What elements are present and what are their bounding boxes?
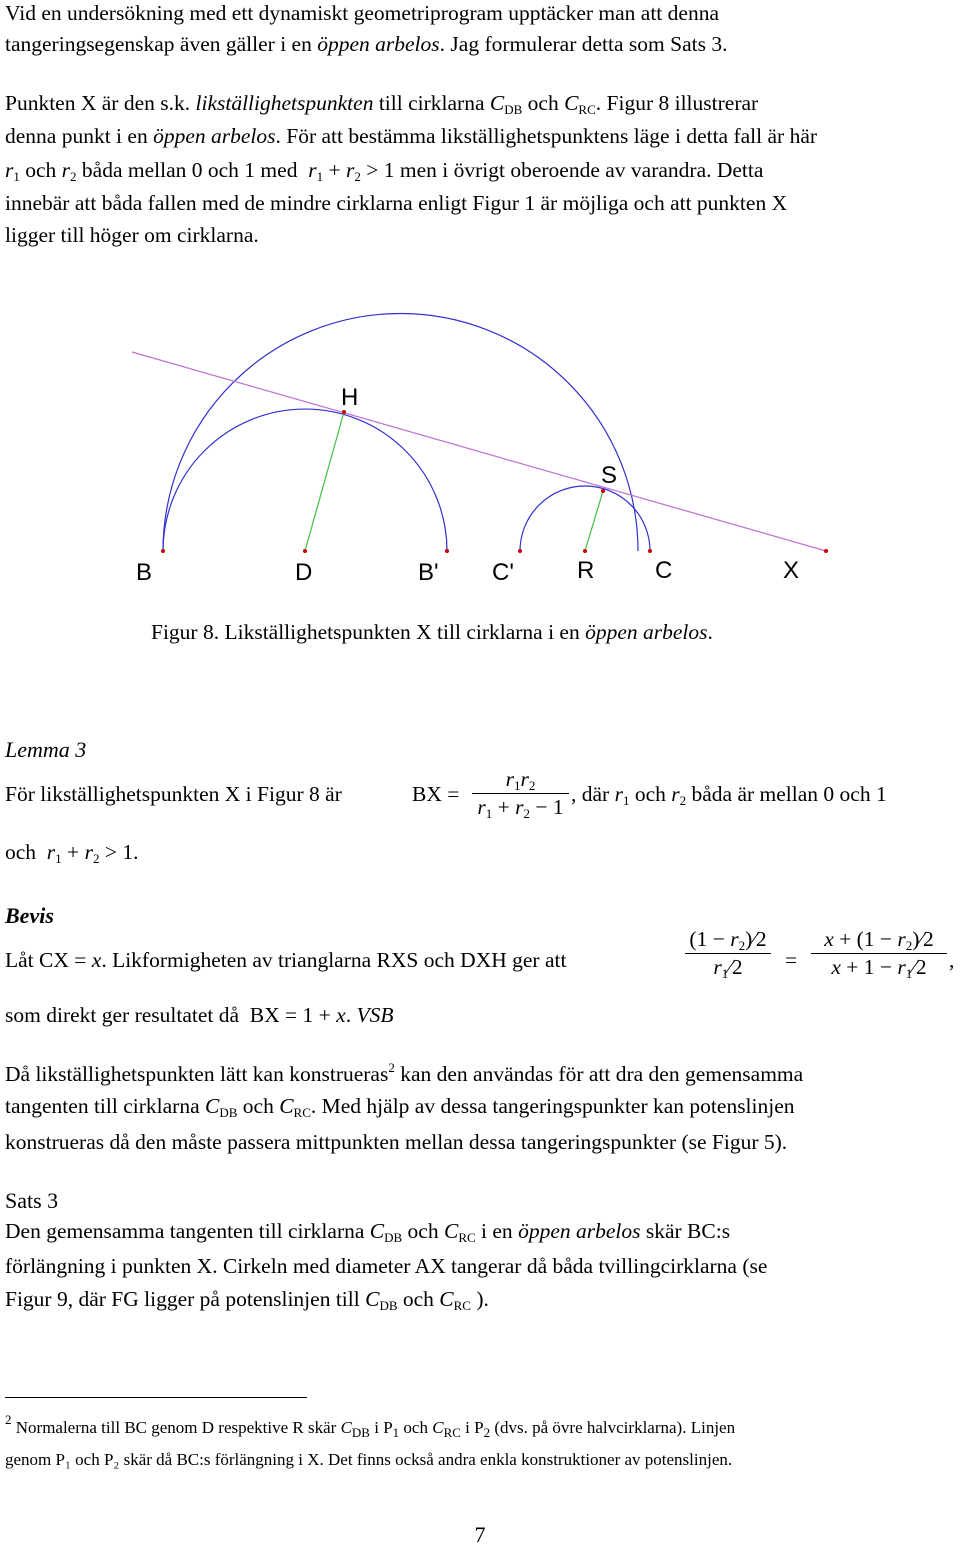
para1-line1: Vid en undersökning med ett dynamiskt geometriprogram upptäcker man att denna: [5, 1, 719, 25]
para2-line3: $r_1$ och $r_2$ båda mellan 0 och 1 med $r_1 + r_2 > 1$ men i övrigt oberoende av varandra. Detta: [5, 158, 764, 184]
point-s: [601, 489, 605, 493]
bevis-line2: som direkt ger resultatet då BX = 1 + x. VSB: [5, 1003, 394, 1027]
circle-rc-arc: [520, 486, 650, 551]
para2-line4: innebär att båda fallen med de mindre cirklarna enligt Figur 1 är möjliga och att punkten X: [5, 191, 788, 215]
point-x: [824, 549, 828, 553]
bevis-title: Bevis: [5, 903, 54, 928]
footnote-rule: [5, 1397, 307, 1398]
point-b: [161, 549, 165, 553]
radius-dh: [305, 412, 344, 551]
sats-line1: Den gemensamma tangenten till cirklarna $C_{DB}$ och $C_{RC}$ i en öppen arbelos skär BC:s: [5, 1219, 731, 1245]
label-b: B: [136, 559, 153, 586]
para3-line3: konstrueras då den måste passera mittpunkten mellan dessa tangeringspunkter (se Figur 5).: [5, 1130, 788, 1154]
para3-line1: Då likställighetspunkten lätt kan konstrueras$^2$ kan den användas för att dra den gemensamma: [5, 1060, 804, 1086]
label-x: X: [783, 557, 800, 584]
point-r: [583, 549, 587, 553]
label-s: S: [601, 462, 618, 489]
para2-line2: denna punkt i en öppen arbelos. För att bestämma likställighetspunktens läge i detta fall är här: [5, 124, 818, 148]
sats-line3: Figur 9, där FG ligger på potenslinjen till $C_{DB}$ och $C_{RC}$ ).: [5, 1287, 489, 1313]
circle-cdb-arc: [163, 313, 638, 551]
para2-line5: ligger till höger om cirklarna.: [5, 223, 259, 247]
label-cp: C': [492, 559, 514, 586]
label-h: H: [341, 384, 359, 411]
label-d: D: [295, 559, 313, 586]
para3-line2: tangenten till cirklarna $C_{DB}$ och $C_{RC}$. Med hjälp av dessa tangeringspunkter kan potenslinjen: [5, 1094, 795, 1120]
label-c: C: [655, 557, 673, 584]
point-bp: [445, 549, 449, 553]
figure-caption: Figur 8. Likställighetspunkten X till cirklarna i en öppen arbelos.: [151, 620, 713, 644]
lemma-line2: och $r_1 + r_2 > 1$.: [5, 840, 139, 866]
label-r: R: [577, 557, 595, 584]
point-d: [303, 549, 307, 553]
figure-8: [0, 300, 960, 600]
para2-line1: Punkten X är den s.k. likställighetspunkten till cirklarna $C_{DB}$ och $C_{RC}$. Figur 8 illustrerar: [5, 91, 759, 117]
para1-line2: tangeringsegenskap även gäller i en öppen arbelos. Jag formulerar detta som Sats 3.: [5, 32, 728, 56]
label-bp: B': [418, 559, 439, 586]
point-c: [648, 549, 652, 553]
sats-title: Sats 3: [5, 1188, 59, 1213]
radius-rs: [585, 491, 603, 551]
lemma-title: Lemma 3: [5, 737, 87, 762]
footnote-line1: $^2$ Normalerna till BC genom D respektive R skär $C_{DB}$ i $P_1$ och $C_{RC}$ i $P_2$ (dvs. på övre halvcirklarna). Linjen: [5, 1412, 736, 1440]
sats-line2: förlängning i punkten X. Cirkeln med diameter AX tangerar då båda tvillingcirklarna (se: [5, 1254, 768, 1278]
footnote-line2: genom P₁ och P₂ skär då BC:s förlängning i X. Det finns också andra enkla konstruktioner av potenslinjen.: [5, 1450, 733, 1469]
point-cp: [518, 549, 522, 553]
tangent-line: [132, 352, 826, 551]
footnote-ref[interactable]: 2: [388, 1060, 395, 1075]
page-number: 7: [474, 1522, 486, 1547]
